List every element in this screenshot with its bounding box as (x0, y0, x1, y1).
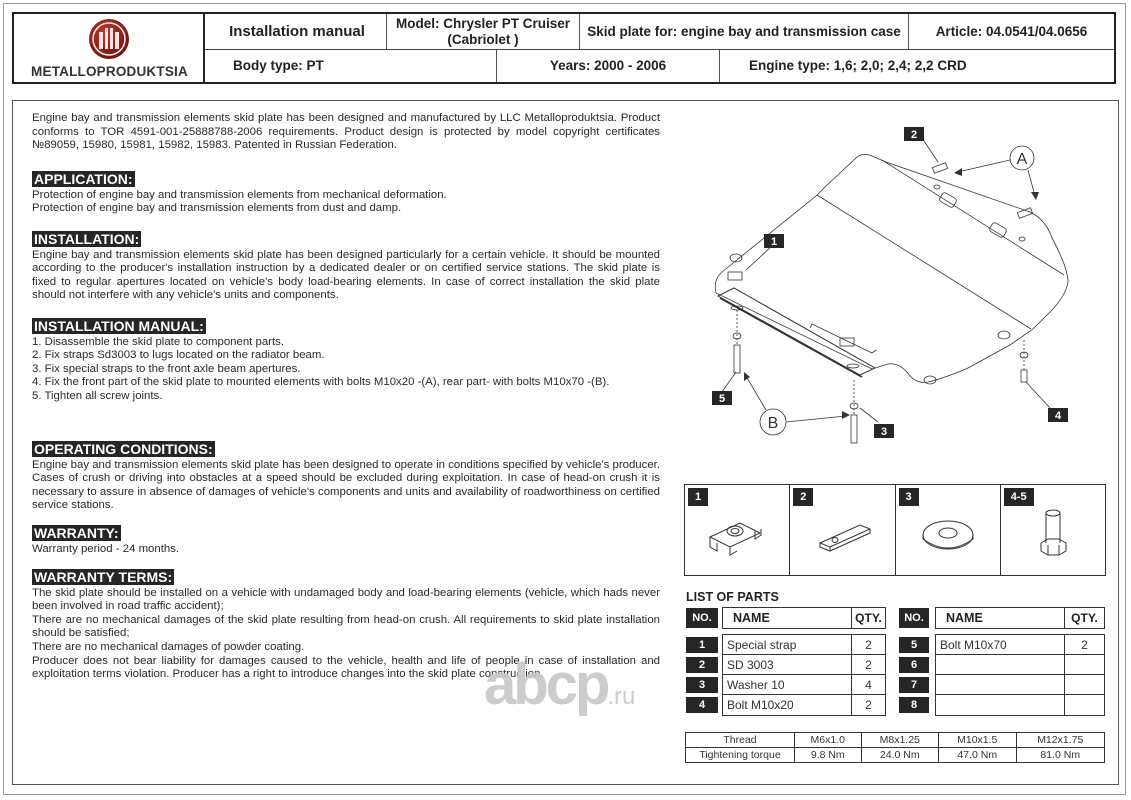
part-picture-1 (685, 485, 790, 575)
callout-5 (712, 391, 732, 405)
part-qty: 2 (851, 695, 885, 715)
thread-row (686, 733, 1105, 748)
section-title-installation-manual: INSTALLATION MANUAL: (34, 318, 204, 334)
callout-1 (764, 234, 784, 248)
watermark-suffix: .ru (607, 683, 636, 710)
header-name: NAME (946, 611, 983, 625)
row-label: Thread (686, 733, 795, 748)
part-pictures (684, 484, 1106, 576)
part-qty (1064, 675, 1104, 694)
callout-3 (874, 424, 894, 438)
table-row (936, 675, 1104, 695)
part-no: 5 (899, 637, 929, 653)
torque-value: 24.0 Nm (861, 748, 939, 763)
svg-text:5: 5 (718, 393, 726, 405)
part-qty: 2 (1064, 635, 1104, 654)
model-cell (387, 14, 579, 49)
thread-value: M10x1.5 (939, 733, 1017, 748)
washer-icon (896, 485, 1001, 575)
model-line2: (Cabriolet ) (447, 31, 519, 47)
warranty-term: There are no mechanical damages of powder coating. (32, 640, 305, 653)
part-qty: 2 (851, 635, 885, 654)
part-no: 6 (899, 657, 929, 673)
header-name: NAME (733, 611, 770, 625)
table-row (723, 635, 885, 655)
model-line1: Model: Chrysler PT Cruiser (395, 15, 571, 31)
svg-text:2: 2 (910, 129, 918, 141)
warranty-text: Warranty period - 24 months. (32, 542, 180, 555)
application-line: Protection of engine bay and transmission elements from mechanical deformation. (32, 188, 447, 201)
callout-4 (1048, 408, 1068, 422)
engine-type: Engine type: 1,6; 2,0; 2,4; 2,2 CRD (749, 58, 967, 73)
skid-plate-diagram (700, 110, 1100, 450)
logo-cell (14, 14, 205, 82)
warranty-term: There are no mechanical damages of the skid plate resulting from head-on crush. All requirements to skid plate installation should be satisfied; (32, 613, 660, 640)
application-line: Protection of engine bay and transmission elements from dust and damp. (32, 202, 402, 215)
intro-section (32, 112, 660, 153)
part-no: 7 (899, 677, 929, 693)
manual-step: 5. Tighten all screw joints. (32, 389, 163, 402)
part-no: 2 (686, 657, 718, 673)
header-no: NO. (686, 608, 718, 628)
document-header (12, 12, 1116, 84)
strap-plate-icon (790, 485, 895, 575)
installation-section (32, 231, 660, 303)
parts-table-right (935, 634, 1105, 716)
part-qty (1064, 695, 1104, 715)
thread-value: M8x1.25 (861, 733, 939, 748)
operating-conditions-text: Engine bay and transmission elements skid plate has been designed to operate in conditions specified by vehicle's producer. Cases of crush or driving into obstacles at a speed should be excluded during exploitation. In case of head-on crush it is necessary to assure in absence of damages of vehicle's components and units and availability of roadworthiness on certified service stations. (32, 458, 660, 512)
installation-text: Engine bay and transmission elements skid plate has been designed particularly for a certain vehicle. It should be mounted according to the producer's installation instruction by a dedicated dealer or on certified service stations. The skid plate is fixed to regular apertures located on vehicle's body load-bearing elements. In case of correct installation the skid plate should not interfere with any vehicle's units and components. (32, 248, 660, 302)
table-row (723, 655, 885, 675)
thread-value: M12x1.75 (1016, 733, 1104, 748)
part-tag: 1 (688, 488, 708, 506)
svg-text:3: 3 (880, 426, 888, 438)
part-no: 1 (686, 637, 718, 653)
part-name: Special strap (727, 637, 797, 652)
torque-value: 9.8 Nm (795, 748, 862, 763)
callout-2 (904, 127, 924, 141)
header-qty: QTY. (1064, 608, 1104, 628)
torque-row (686, 748, 1105, 763)
torque-value: 81.0 Nm (1016, 748, 1104, 763)
part-picture-4-5 (1001, 485, 1105, 575)
skid-plate-for: Skid plate for: engine bay and transmission case (587, 23, 901, 39)
parts-table-left (722, 634, 886, 716)
part-name: SD 3003 (727, 657, 774, 672)
warranty-section (32, 525, 660, 556)
doc-type: Installation manual (229, 22, 365, 40)
part-no: 4 (686, 697, 718, 713)
application-section (32, 171, 660, 216)
part-no: 3 (686, 677, 718, 693)
warranty-term: Producer does not bear liability for damages caused to the vehicle, health and life of people in case of installation and exploitation terms violation. Producer has a right to introduce changes into the skid plate construction. (32, 654, 660, 681)
article-number: Article: 04.0541/04.0656 (935, 23, 1088, 39)
part-tag: 4-5 (1004, 488, 1034, 506)
thread-value: M6x1.0 (795, 733, 862, 748)
manual-step: 1. Disassemble the skid plate to component parts. (32, 335, 284, 348)
table-row (723, 675, 885, 695)
svg-text:1: 1 (770, 236, 778, 248)
header-name-qty-right (935, 607, 1105, 629)
part-picture-3 (896, 485, 1001, 575)
table-row (936, 695, 1104, 715)
brand-logo-icon (88, 18, 130, 60)
table-row (936, 635, 1104, 655)
manual-step: 3. Fix special straps to the front axle beam apertures. (32, 362, 301, 375)
part-tag: 3 (899, 488, 919, 506)
header-name-qty-left (722, 607, 886, 629)
operating-conditions-section (32, 441, 660, 513)
section-title-operating-conditions: OPERATING CONDITIONS: (34, 441, 213, 457)
part-no: 8 (899, 697, 929, 713)
installation-manual-section (32, 318, 660, 404)
part-qty: 4 (851, 675, 885, 694)
part-name: Washer 10 (727, 677, 785, 692)
table-row (936, 655, 1104, 675)
watermark-main: abcp (484, 652, 608, 717)
intro-text: Engine bay and transmission elements skid plate has been designed and manufactured by LLC Metalloproduktsia. Product conforms to TOR 4591-001-25888788-2006 requirements. Product design is protected by model copyright certificates №89059, 15980, 15981, 15982, 15983. Patented in Russian Federation. (32, 112, 660, 152)
warranty-term: The skid plate should be installed on a vehicle with undamaged body and load-bearing elements (vehicle, which hads never been involved in road traffic accident); (32, 586, 660, 613)
part-qty (1064, 655, 1104, 674)
part-qty: 2 (851, 655, 885, 674)
special-strap-icon (685, 485, 790, 575)
label-b: B (767, 415, 779, 432)
part-name: Bolt M10x70 (940, 637, 1007, 652)
manual-step: 4. Fix the front part of the skid plate to mounted elements with bolts M10x20 -(A), rear part- with bolts M10x70 -(B). (32, 376, 610, 389)
section-title-warranty-terms: WARRANTY TERMS: (34, 569, 173, 585)
section-title-installation: INSTALLATION: (34, 231, 140, 247)
torque-table (685, 732, 1105, 763)
label-a: A (1016, 151, 1028, 168)
list-of-parts-title: LIST OF PARTS (686, 590, 779, 604)
section-title-application: APPLICATION: (34, 171, 133, 187)
arrowheads (744, 168, 1039, 419)
watermark (484, 652, 636, 726)
part-name: Bolt M10x20 (727, 698, 794, 712)
skid-plate-outline (715, 138, 1068, 443)
manual-step: 2. Fix straps Sd3003 to lugs located on the radiator beam. (32, 349, 325, 362)
part-picture-2 (790, 485, 895, 575)
bolt-icon (1001, 485, 1106, 575)
brand-name: METALLOPRODUKTSIA (31, 64, 188, 79)
svg-text:4: 4 (1054, 410, 1062, 422)
header-no: NO. (899, 608, 929, 628)
header-qty: QTY. (851, 608, 885, 628)
part-tag: 2 (793, 488, 813, 506)
torque-value: 47.0 Nm (939, 748, 1017, 763)
body-type: Body type: PT (233, 58, 324, 73)
section-title-warranty: WARRANTY: (34, 525, 119, 541)
row-label: Tightening torque (686, 748, 795, 763)
years: Years: 2000 - 2006 (549, 58, 667, 73)
table-row (723, 695, 885, 715)
